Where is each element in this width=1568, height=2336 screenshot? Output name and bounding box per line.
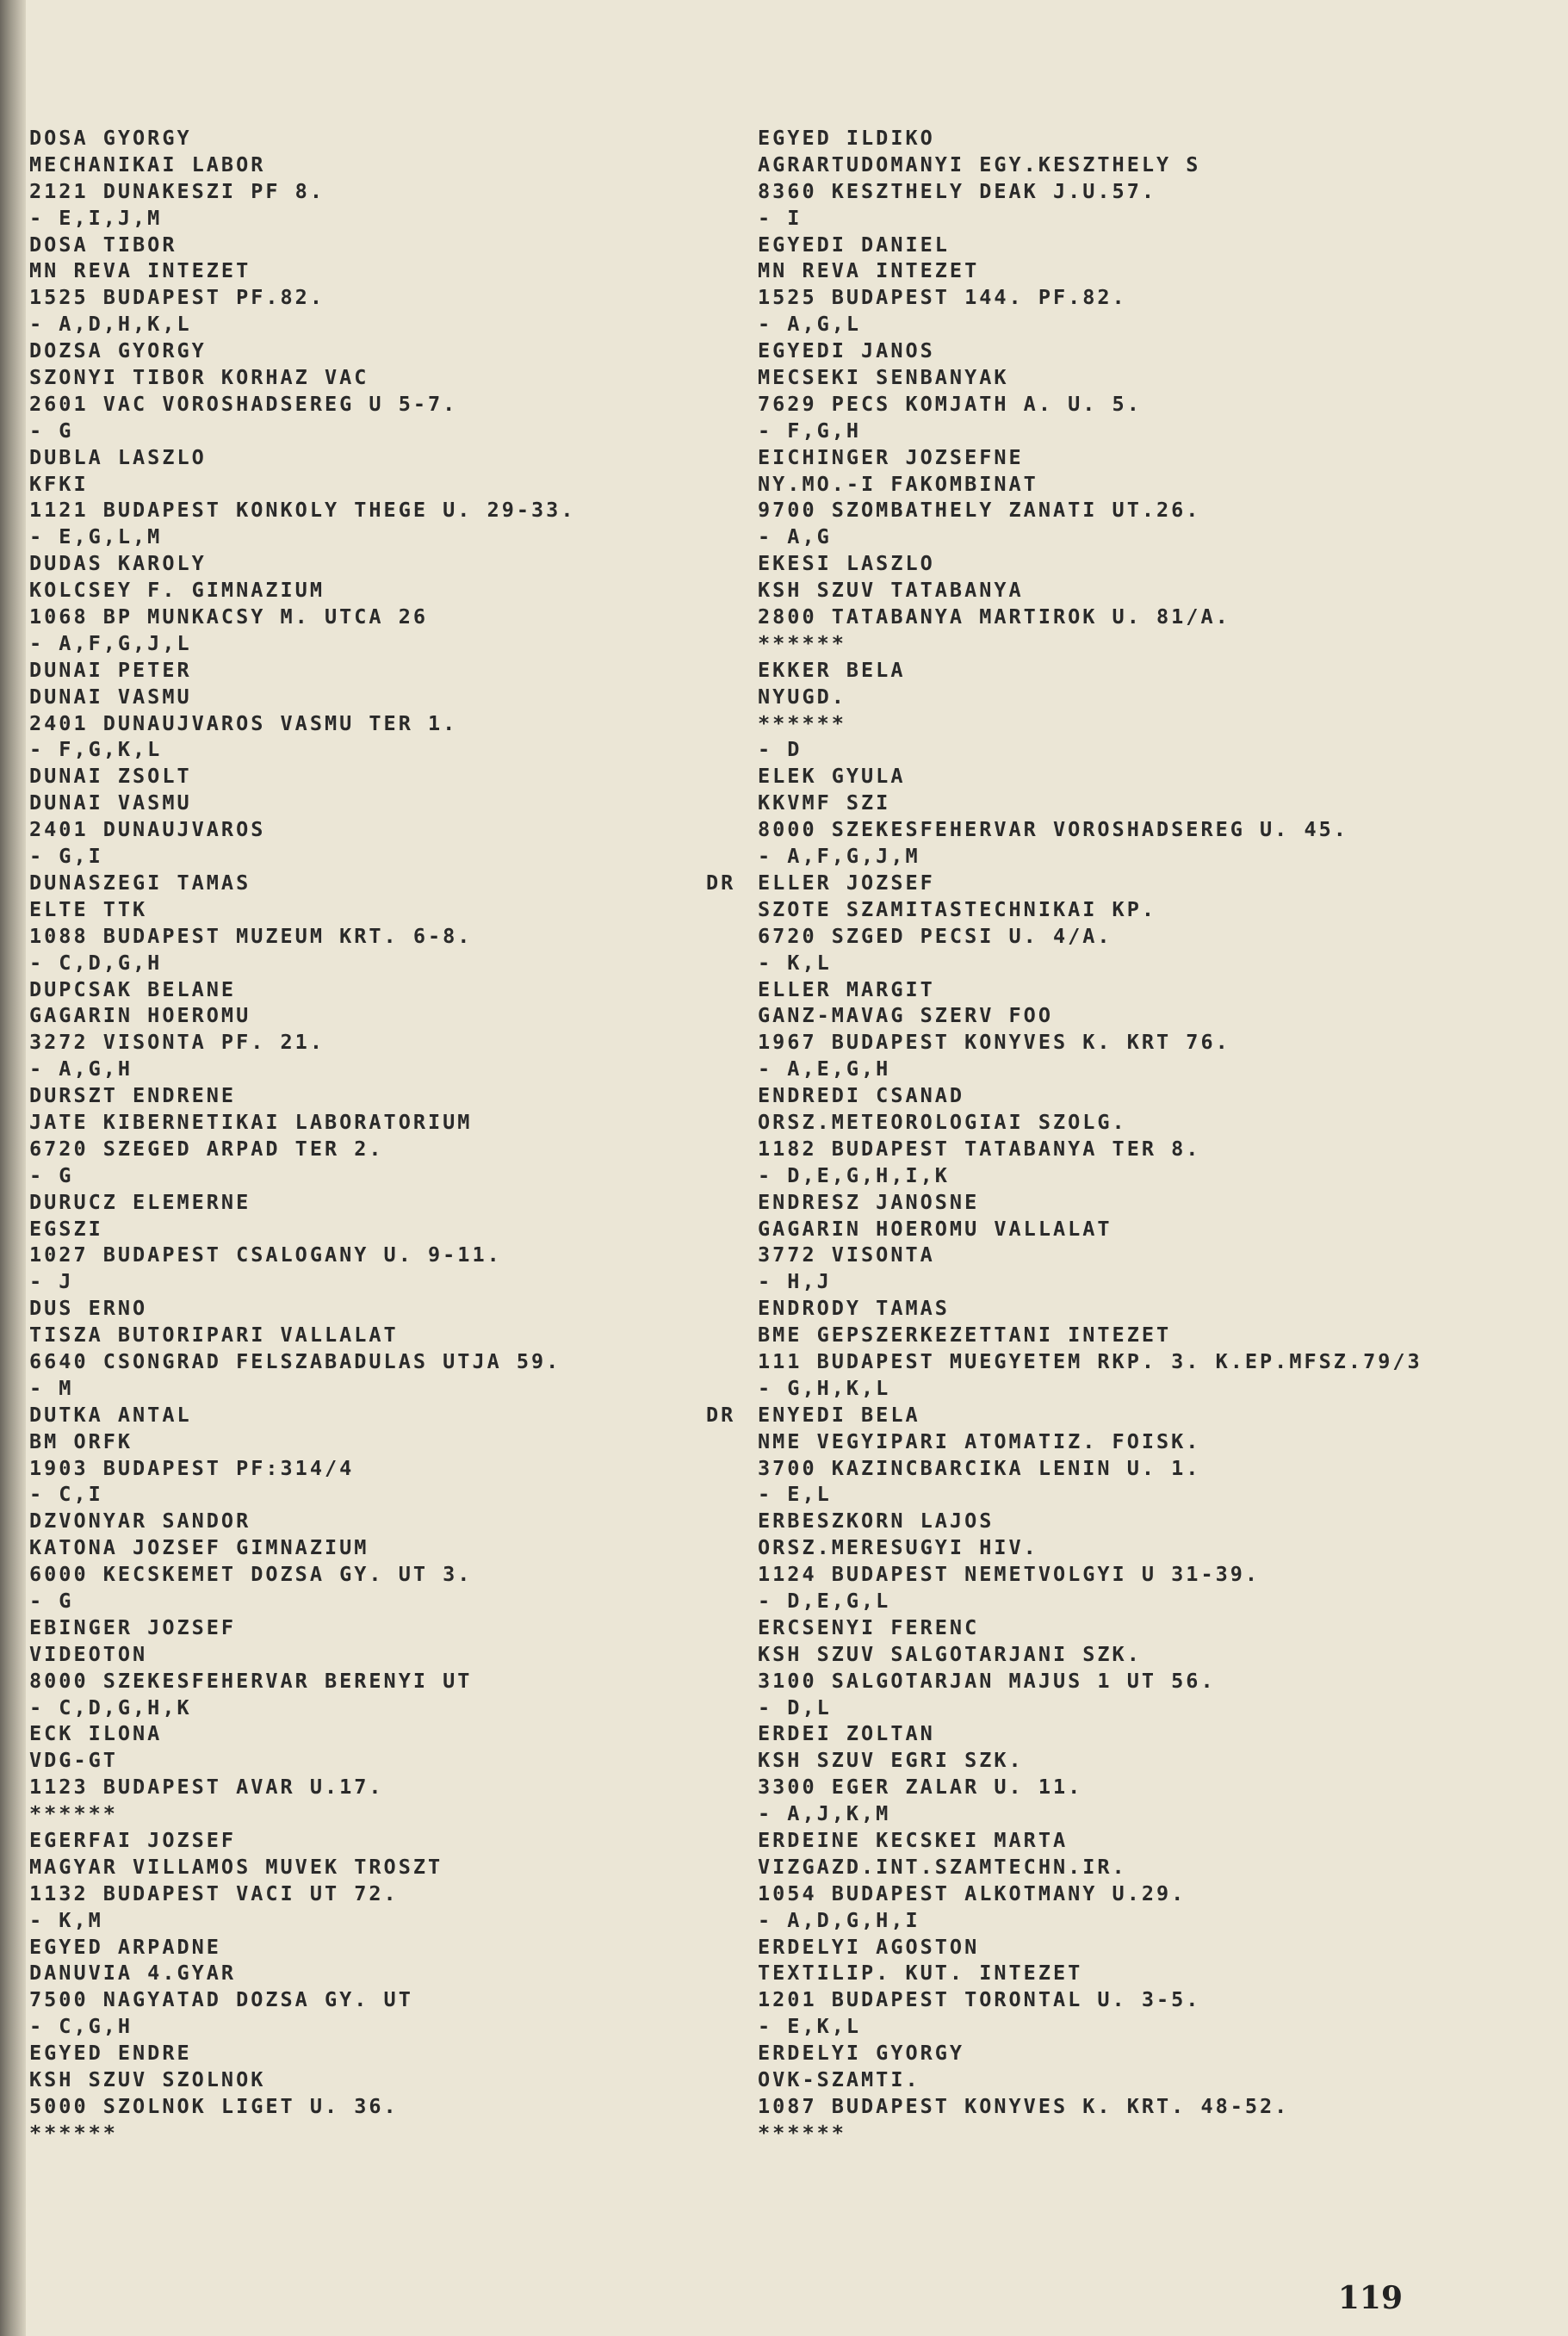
entry-line: 1903 BUDAPEST PF:314/4 [29, 1455, 355, 1480]
entry-line: MN REVA INTEZET [29, 258, 251, 283]
entry-text: EKKER BELA [758, 657, 906, 682]
entry-text: 1054 BUDAPEST ALKOTMANY U.29. [758, 1881, 1187, 1905]
entry-line: JATE KIBERNETIKAI LABORATORIUM [29, 1109, 473, 1134]
entry-text: ERBESZKORN LAJOS [758, 1509, 995, 1534]
entry-line: DUNAI VASMU [29, 790, 192, 815]
entry-line [706, 1268, 1559, 1295]
entry-line: DUBLA LASZLO [29, 444, 207, 469]
entry-line: DUNASZEGI TAMAS [29, 870, 251, 895]
entry-line: 2401 DUNAUJVAROS [29, 817, 266, 842]
entry-line: MAGYAR VILLAMOS MUVEK TROSZT [29, 1854, 443, 1879]
entry-line: DOSA TIBOR [29, 232, 177, 257]
page-number: 119 [1337, 2280, 1403, 2316]
entry-line [706, 923, 1559, 950]
entry-line [706, 736, 1559, 763]
entry-line: DURSZT ENDRENE [29, 1083, 237, 1108]
entry-text: KSH SZUV SALGOTARJANI SZK. [758, 1641, 1142, 1666]
entry-line [706, 418, 1559, 444]
entry-text: - I [758, 205, 803, 230]
entry-line: SZONYI TIBOR KORHAZ VAC [29, 365, 369, 390]
entry-line: - C,D,G,H,K [29, 1695, 192, 1719]
entry-line: - A,G,H [29, 1056, 133, 1081]
entry-line [706, 1109, 1559, 1136]
entry-line [706, 1216, 1559, 1242]
entry-line [706, 1428, 1559, 1455]
entry-line: DUDAS KAROLY [29, 551, 207, 576]
entry-line [706, 1082, 1559, 1109]
entry-line: 1027 BUDAPEST CSALOGANY U. 9-11. [29, 1242, 502, 1267]
entry-line: 1123 BUDAPEST AVAR U.17. [29, 1775, 384, 1800]
entry-line [706, 1800, 1559, 1827]
entry-line: 1121 BUDAPEST KONKOLY THEGE U. 29-33. [29, 498, 576, 523]
entry-text: 1201 BUDAPEST TORONTAL U. 3-5. [758, 1987, 1201, 2012]
entry-line: - E,I,J,M [29, 205, 163, 230]
entry-text: ERDELYI GYORGY [758, 2041, 965, 2066]
title-prefix: DR [706, 1402, 736, 1427]
entry-line [706, 550, 1559, 577]
entry-line: 2401 DUNAUJVAROS VASMU TER 1. [29, 710, 458, 735]
entry-text: NME VEGYIPARI ATOMATIZ. FOISK. [758, 1428, 1201, 1453]
entry-text: 3772 VISONTA [758, 1242, 935, 1267]
entry-text: ENDRESZ JANOSNE [758, 1189, 980, 1214]
entry-line [706, 1029, 1559, 1056]
entry-line [706, 1907, 1559, 1934]
entry-line: DUPCSAK BELANE [29, 976, 237, 1001]
entry-text: AGRARTUDOMANYI EGY.KESZTHELY S [758, 152, 1201, 177]
entry-text: ****** [758, 710, 846, 735]
entry-line: 2121 DUNAKESZI PF 8. [29, 178, 325, 203]
entry-line: EBINGER JOZSEF [29, 1614, 237, 1639]
entry-line [706, 1827, 1559, 1854]
entry-text: - K,L [758, 950, 832, 975]
entry-text: VIZGAZD.INT.SZAMTECHN.IR. [758, 1854, 1127, 1879]
entry-text: - D [758, 737, 803, 762]
entry-line [706, 1508, 1559, 1534]
entry-line [706, 816, 1559, 843]
entry-line: EGSZI [29, 1216, 103, 1241]
entry-line [706, 471, 1559, 498]
entry-line: DUS ERNO [29, 1296, 148, 1321]
entry-text: ELEK GYULA [758, 764, 906, 789]
entry-text: KSH SZUV TATABANYA [758, 578, 1024, 603]
entry-text: 8000 SZEKESFEHERVAR VOROSHADSEREG U. 45. [758, 817, 1348, 842]
entry-line [706, 1854, 1559, 1881]
entry-line: - C,G,H [29, 2014, 133, 2039]
entry-line [706, 2013, 1559, 2040]
entry-text: - A,G [758, 524, 832, 549]
entry-line: KATONA JOZSEF GIMNAZIUM [29, 1535, 369, 1560]
entry-line [706, 1295, 1559, 1322]
entry-text: 1182 BUDAPEST TATABANYA TER 8. [758, 1136, 1201, 1161]
entry-text: 3100 SALGOTARJAN MAJUS 1 UT 56. [758, 1668, 1216, 1693]
entry-text: ORSZ.METEOROLOGIAI SZOLG. [758, 1109, 1127, 1134]
entry-text: ENYEDI BELA [758, 1402, 920, 1427]
entry-line [706, 1561, 1559, 1588]
entry-line: 1132 BUDAPEST VACI UT 72. [29, 1881, 399, 1905]
entry-line: - K,M [29, 1907, 103, 1932]
entry-line: EGYED ARPADNE [29, 1934, 221, 1959]
entry-line [706, 790, 1559, 816]
entry-text: - E,L [758, 1482, 832, 1507]
entry-line [706, 1774, 1559, 1800]
entry-line [706, 311, 1559, 338]
entry-text: MN REVA INTEZET [758, 258, 980, 283]
entry-text: ERDELYI AGOSTON [758, 1934, 980, 1959]
entry-text: 6720 SZGED PECSI U. 4/A. [758, 923, 1112, 948]
entry-line [706, 2120, 1559, 2147]
entry-line: 8000 SZEKESFEHERVAR BERENYI UT [29, 1668, 473, 1693]
entry-line [706, 1747, 1559, 1774]
entry-line: ****** [29, 1801, 118, 1826]
entry-line [706, 1136, 1559, 1162]
entry-line [706, 1162, 1559, 1189]
entry-line [706, 1720, 1559, 1747]
entry-text: - D,E,G,L [758, 1588, 891, 1613]
entry-text: GANZ-MAVAG SZERV FOO [758, 1003, 1053, 1028]
entry-line [706, 1934, 1559, 1961]
entry-text: - D,E,G,H,I,K [758, 1162, 950, 1187]
entry-line: - G [29, 418, 74, 443]
entry-line: ELTE TTK [29, 896, 148, 921]
entry-text: 1087 BUDAPEST KONYVES K. KRT. 48-52. [758, 2093, 1290, 2118]
entry-line [706, 1322, 1559, 1348]
entry-line: DOSA GYORGY [29, 126, 192, 150]
entry-line: MECHANIKAI LABOR [29, 152, 266, 177]
entry-text: GAGARIN HOEROMU VALLALAT [758, 1216, 1112, 1241]
entry-line [706, 1455, 1559, 1482]
entry-line [706, 257, 1559, 284]
entry-line [706, 870, 1559, 896]
entry-text: - A,G,L [758, 312, 862, 337]
entry-text: 2800 TATABANYA MARTIROK U. 81/A. [758, 604, 1230, 629]
entry-text: EKESI LASZLO [758, 551, 935, 576]
entry-line: 5000 SZOLNOK LIGET U. 36. [29, 2093, 399, 2118]
entry-line [706, 232, 1559, 258]
entry-line: ECK ILONA [29, 1721, 163, 1746]
entry-text: ENDRODY TAMAS [758, 1296, 950, 1321]
entry-line: - A,F,G,J,L [29, 630, 192, 655]
entry-text: EGYEDI JANOS [758, 338, 935, 363]
entry-line: BM ORFK [29, 1428, 133, 1453]
entry-text: EGYED ILDIKO [758, 126, 935, 150]
entry-line [706, 205, 1559, 232]
entry-line: VIDEOTON [29, 1641, 148, 1666]
title-prefix: DR [706, 870, 736, 895]
entry-line: 6640 CSONGRAD FELSZABADULAS UTJA 59. [29, 1348, 561, 1373]
entry-text: BME GEPSZERKEZETTANI INTEZET [758, 1323, 1172, 1348]
entry-line [706, 2093, 1559, 2120]
entry-line: 1525 BUDAPEST PF.82. [29, 285, 325, 310]
entry-text: - F,G,H [758, 418, 862, 443]
entry-line: 3272 VISONTA PF. 21. [29, 1030, 325, 1055]
entry-line: 1088 BUDAPEST MUZEUM KRT. 6-8. [29, 923, 473, 948]
entry-line: DZVONYAR SANDOR [29, 1509, 251, 1534]
entry-line: - C,D,G,H [29, 950, 163, 975]
entry-text: KKVMF SZI [758, 790, 891, 815]
entry-line [706, 1375, 1559, 1402]
entry-text: ELLER MARGIT [758, 976, 935, 1001]
entry-line: DOZSA GYORGY [29, 338, 207, 363]
entry-line: - E,G,L,M [29, 524, 163, 549]
entry-line [706, 178, 1559, 205]
entry-text: - A,E,G,H [758, 1056, 891, 1081]
entry-line: 2601 VAC VOROSHADSEREG U 5-7. [29, 391, 458, 416]
entry-line [706, 657, 1559, 684]
entry-text: - E,K,L [758, 2014, 862, 2039]
right-column [706, 125, 1559, 2147]
entry-line [706, 524, 1559, 550]
entry-line [706, 1242, 1559, 1268]
entry-line [706, 1881, 1559, 1907]
entry-line [706, 630, 1559, 657]
entry-text: ERCSENYI FERENC [758, 1614, 980, 1639]
entry-line: VDG-GT [29, 1748, 118, 1773]
entry-line: GAGARIN HOEROMU [29, 1003, 251, 1028]
entry-text: - A,J,K,M [758, 1801, 891, 1826]
entry-text: 8360 KESZTHELY DEAK J.U.57. [758, 178, 1157, 203]
entry-line: 6000 KECSKEMET DOZSA GY. UT 3. [29, 1562, 473, 1587]
entry-line: - G,I [29, 844, 103, 869]
entry-line [706, 976, 1559, 1003]
entry-text: - A,F,G,J,M [758, 844, 920, 869]
entry-text: 9700 SZOMBATHELY ZANATI UT.26. [758, 498, 1201, 523]
entry-line: DUNAI VASMU [29, 684, 192, 709]
entry-line [706, 391, 1559, 418]
entry-line: KOLCSEY F. GIMNAZIUM [29, 578, 325, 603]
entry-line [706, 1588, 1559, 1614]
entry-line: DUTKA ANTAL [29, 1402, 192, 1427]
entry-text: 111 BUDAPEST MUEGYETEM RKP. 3. K.EP.MFSZ.79/3 [758, 1348, 1422, 1373]
entry-text: - A,D,G,H,I [758, 1907, 920, 1932]
entry-text: TEXTILIP. KUT. INTEZET [758, 1961, 1083, 1986]
entry-text: ORSZ.MERESUGYI HIV. [758, 1535, 1038, 1560]
entry-line [706, 1614, 1559, 1641]
entry-text: 1124 BUDAPEST NEMETVOLGYI U 31-39. [758, 1562, 1261, 1587]
entry-line: 7500 NAGYATAD DOZSA GY. UT [29, 1987, 413, 2012]
entry-text: - G,H,K,L [758, 1375, 891, 1400]
entry-line: DURUCZ ELEMERNE [29, 1189, 251, 1214]
entry-text: ****** [758, 630, 846, 655]
entry-line: TISZA BUTORIPARI VALLALAT [29, 1323, 399, 1348]
entry-line [706, 152, 1559, 178]
entry-text: ELLER JOZSEF [758, 870, 935, 895]
entry-line [706, 364, 1559, 391]
book-spine-shadow [0, 0, 26, 2336]
entry-line [706, 684, 1559, 710]
entry-line: - A,D,H,K,L [29, 312, 192, 337]
entry-line [706, 1986, 1559, 2013]
entry-text: - D,L [758, 1695, 832, 1719]
entry-line [706, 1056, 1559, 1082]
entry-text: ****** [758, 2120, 846, 2145]
entry-text: SZOTE SZAMITASTECHNIKAI KP. [758, 896, 1157, 921]
entry-text: ENDREDI CSANAD [758, 1083, 965, 1108]
entry-text: - H,J [758, 1269, 832, 1294]
entry-line: DUNAI PETER [29, 657, 192, 682]
entry-line [706, 577, 1559, 604]
entry-text: ERDEINE KECSKEI MARTA [758, 1828, 1069, 1852]
entry-line [706, 1189, 1559, 1216]
entry-line [706, 1348, 1559, 1375]
entry-line [706, 1002, 1559, 1029]
entry-line [706, 1402, 1559, 1428]
entry-line: DUNAI ZSOLT [29, 764, 192, 789]
entry-text: KSH SZUV EGRI SZK. [758, 1748, 1024, 1773]
entry-line [706, 338, 1559, 364]
entry-line [706, 763, 1559, 790]
entry-line [706, 2066, 1559, 2093]
entry-text: EGYEDI DANIEL [758, 232, 950, 257]
entry-line [706, 444, 1559, 471]
entry-line: KSH SZUV SZOLNOK [29, 2067, 266, 2092]
entry-line [706, 2040, 1559, 2066]
entry-line: - M [29, 1375, 74, 1400]
entry-line [706, 710, 1559, 737]
entry-line [706, 125, 1559, 152]
entry-text: OVK-SZAMTI. [758, 2067, 920, 2092]
entry-line: DANUVIA 4.GYAR [29, 1961, 237, 1986]
entry-line [706, 1668, 1559, 1695]
entry-line [706, 896, 1559, 923]
entry-line [706, 1695, 1559, 1721]
entry-text: MECSEKI SENBANYAK [758, 365, 1009, 390]
entry-text: NYUGD. [758, 684, 846, 709]
entry-text: NY.MO.-I FAKOMBINAT [758, 471, 1038, 496]
entry-text: 3300 EGER ZALAR U. 11. [758, 1775, 1083, 1800]
entry-line: - G [29, 1162, 74, 1187]
entry-text: ERDEI ZOLTAN [758, 1721, 935, 1746]
entry-line: EGYED ENDRE [29, 2041, 192, 2066]
entry-line [706, 1534, 1559, 1561]
entry-line [706, 1960, 1559, 1986]
entry-text: 3700 KAZINCBARCIKA LENIN U. 1. [758, 1455, 1201, 1480]
entry-line [706, 950, 1559, 976]
entry-line: KFKI [29, 471, 89, 496]
entry-line: ****** [29, 2120, 118, 2145]
entry-text: 1967 BUDAPEST KONYVES K. KRT 76. [758, 1030, 1230, 1055]
entry-text: EICHINGER JOZSEFNE [758, 444, 1024, 469]
entry-line [706, 843, 1559, 870]
entry-line: EGERFAI JOZSEF [29, 1828, 237, 1852]
entry-line [706, 604, 1559, 630]
entry-line [706, 497, 1559, 524]
entry-line: - J [29, 1269, 74, 1294]
entry-line: 6720 SZEGED ARPAD TER 2. [29, 1136, 384, 1161]
entry-line: - F,G,K,L [29, 737, 163, 762]
entry-text: 7629 PECS KOMJATH A. U. 5. [758, 391, 1142, 416]
entry-line: 1068 BP MUNKACSY M. UTCA 26 [29, 604, 429, 629]
left-column [29, 125, 701, 2147]
entry-line [706, 1481, 1559, 1508]
entry-text: 1525 BUDAPEST 144. PF.82. [758, 285, 1127, 310]
entry-line [706, 284, 1559, 311]
entry-line [706, 1641, 1559, 1668]
entry-line: - C,I [29, 1482, 103, 1507]
entry-line: - G [29, 1588, 74, 1613]
